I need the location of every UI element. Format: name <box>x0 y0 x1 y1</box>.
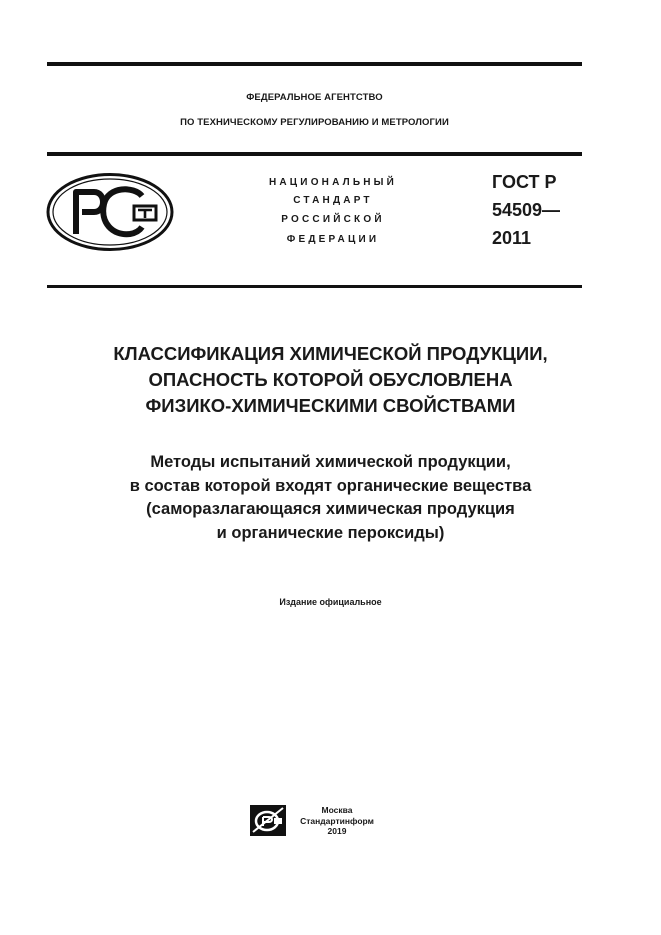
standartinform-logo-icon <box>249 804 287 837</box>
agency-line-1: ФЕДЕРАЛЬНОЕ АГЕНТСТВО <box>246 92 383 103</box>
edition-note: Издание официальное <box>279 597 382 607</box>
standard-line-2: СТАНДАРТ <box>293 195 373 206</box>
subtitle-line-1: Методы испытаний химической продукции, <box>150 453 511 471</box>
gost-designation-line-2: 54509— <box>492 200 561 220</box>
title-line-2: ОПАСНОСТЬ КОТОРОЙ ОБУСЛОВЛЕНА <box>148 369 513 390</box>
subtitle-line-3: (саморазлагающаяся химическая продукция <box>146 500 515 518</box>
agency-line-2: ПО ТЕХНИЧЕСКОМУ РЕГУЛИРОВАНИЮ И МЕТРОЛОГИИ <box>180 117 449 128</box>
publisher-city: Москва <box>321 805 353 815</box>
top-rule <box>47 62 582 66</box>
standard-line-4: ФЕДЕРАЦИИ <box>286 234 380 245</box>
standard-line-3: РОССИЙСКОЙ <box>281 214 385 225</box>
header-rule <box>47 152 582 156</box>
header-bottom-rule <box>47 285 582 288</box>
title-line-1: КЛАССИФИКАЦИЯ ХИМИЧЕСКОЙ ПРОДУКЦИИ, <box>113 343 548 364</box>
gost-designation-line-3: 2011 <box>492 228 532 248</box>
gost-designation-line-1: ГОСТ Р <box>492 172 557 192</box>
subtitle-line-4: и органические пероксиды) <box>216 523 445 542</box>
document-subtitle <box>20 451 641 545</box>
publisher-name: Стандартинформ <box>300 815 374 826</box>
publisher-block <box>294 805 380 837</box>
document-title <box>20 341 641 419</box>
publisher-year: 2019 <box>327 826 347 836</box>
title-line-3: ФИЗИКО-ХИМИЧЕСКИМИ СВОЙСТВАМИ <box>145 395 516 416</box>
subtitle-line-2: в состав которой входят органические вещества <box>129 476 532 495</box>
gost-r-certification-mark-icon <box>46 172 174 252</box>
standard-line-1: НАЦИОНАЛЬНЫЙ <box>268 177 398 188</box>
